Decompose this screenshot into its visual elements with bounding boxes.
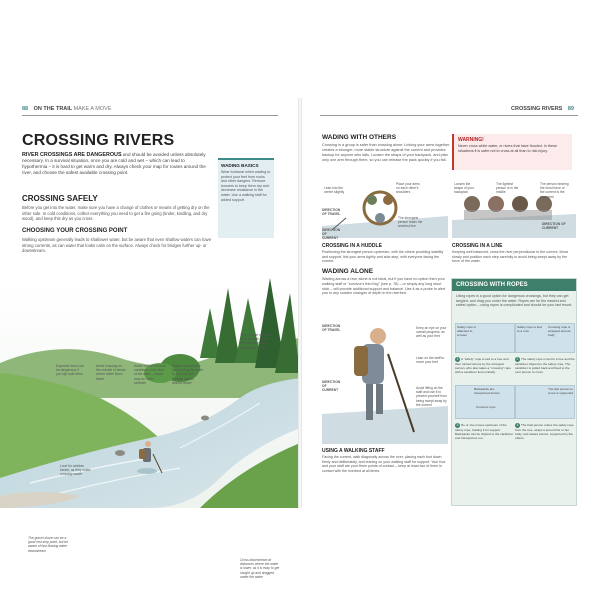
label-lean-centre: Lean into the centre slightly [324,186,345,195]
crossing-safely-text: Before you get into the water, make sure you have a change of clothes or means of getting dry on the other side. In cold conditions, collect everything you need to get a fire going (tinder, kindling, and dry wood), and keep this dry as you cross. [22,205,210,222]
river-illustration [0,278,300,508]
running-head-right [511,106,578,112]
crossing-ropes-panel [451,278,577,506]
page-number-right: 89 [567,106,574,112]
section-name: ON THE TRAIL [33,106,73,112]
line-heading: CROSSING IN A LINE [452,243,503,249]
header-rule [22,115,278,116]
warning-box [452,134,572,170]
label-strongest: The strongest person leads the shortest line [398,216,423,229]
warning-title: WARNING! [458,137,484,143]
left-page [0,98,300,579]
right-page [300,98,600,508]
rope-panel-label-1: Safety rope is attached to crosser [457,325,476,337]
book-gutter [298,98,302,508]
huddle-heading: CROSSING IN A HUDDLE [322,243,382,249]
wading-basics-title: WADING BASICS [221,163,259,168]
header-rule-right [320,115,578,116]
callout-flow-variations: Watch out for unusual variations in the flow of the water – these may be rocks beneath [134,364,167,385]
rope-panel-label-6: The last person to cross is supported [548,387,574,395]
label-direction-current-huddle: DIRECTION OF CURRENT [322,228,341,241]
crossing-point-text: Walking upstream generally leads to shallower water, but be aware that even shallow waters can have strong currents, as can water that looks calm on the surface. Always check for bridges further up- or downstream. [22,237,212,254]
label-arms-shoulders: Place your arms on each other's shoulders [396,182,420,195]
wading-basics-text: Wear footwear when wading to protect your feet from rocks and other dangers. Remove trousers to keep them dry and decrease resistance in the water. Use a walking staff for added support. [221,170,271,202]
rope-step-2: 2 The safety rope is tied to a tree and the carabiner clipped to the safety rope. The carabiner is pulled back and fixed to the next person to cross. [515,357,575,374]
label-direction-travel-alone: DIRECTION OF TRAVEL [322,324,341,333]
callout-assess-water: Always assess how fast moving the water is, and use your walking staff to assess depth [172,364,204,385]
ropes-text: Using ropes is a good option for dangerous crossings, but they can get tangled, and drag you under the water. Ropes are for the easiest and safest option – using ropes is complicated and should be your last resort. [456,294,573,308]
rope-panel-label-2: Safety rope is tied to a rock [517,325,542,333]
rope-panel-label-4: Crossers rope [476,405,496,409]
wading-others-text: Crossing in a group is safer than crossing alone. Linking your arms together creates a stronger, more stable structure against the current and provides backup for anyone who falls. Loosen the straps of your backpack, and plan only one arm through them, so you can release the pack quickly if you fall. [322,143,450,162]
wading-others-heading: WADING WITH OTHERS [322,134,397,141]
lead-paragraph [22,152,207,176]
callout-cross-downstream: Cross downstream at distances where the water is lower, as it is easy to get caught up and dragged under the water [240,558,280,579]
crossing-safely-heading: CROSSING SAFELY [22,194,98,203]
line-text: Keeping well balanced, cross the river perpendicular to the current. Move slowly and position each step carefully to avoid being swept away by the force of the water. [452,250,569,264]
ropes-heading: CROSSING WITH ROPES [452,279,576,291]
callout-trees-shelter: Trees on the opposite bank provide shelter from the wind after wading the water [240,333,272,350]
label-direction-travel-huddle: DIRECTION OF TRAVEL [322,208,341,217]
label-direction-current-alone: DIRECTION OF CURRENT [322,380,341,393]
page-title: CROSSING RIVERS [22,132,175,149]
rope-step-1: 1 A "safety" rope is tied to a tree and then carried across by the strongest person, who also takes a "crossing" rope with a carabiner tied centrally. [455,357,511,374]
walking-staff-text: Facing the current, walk diagonally across the river, placing each foot down firmly and deliberately, and leaning on your walking staff for support. Your foot and your staff are your three points of contact – keep at least two of them in contact with the riverbed at all times. [322,455,446,473]
label-progress: Keep an eye on your overall progress, as well as your feet [416,326,447,339]
rope-panel-label-3: Crossing rope is wrapped around body [548,325,571,337]
label-loosen-straps: Loosen the straps of your backpack [454,182,474,195]
callout-outside-bends: Avoid crossing on the outside of bends where water flows faster [96,364,126,381]
crossing-point-heading: CHOOSING YOUR CROSSING POINT [22,228,128,234]
huddle-text: Positioning the strongest person upstream, with the others providing stability and support, link your arms tightly and side-step, with everyone facing the current. [322,250,444,264]
callout-shallow-bends: Look for shallow bends, as they make crossing easier [60,464,91,477]
page-number-left: 88 [22,106,29,112]
label-lean-staff: Lean on the staff to move your feet [416,356,445,365]
wading-alone-text: Wading across a river alone is not ideal, but if you have no option then your walking staff or "survivor's third leg" (see p. 78) – or simply any long stout stick – will provide additional support and balance. Use it as a probe to alert you to any sudden changes of depth in the riverbed. [322,277,446,296]
lead-text: and should be avoided unless absolutely necessary. In a survival situation, once you are cold and wet – which can lead to hypothermia – it is hard to get warm and dry. Always check your map for routes around the river, and choose the safest available crossing point. [22,152,206,175]
rope-panel-label-5: Backpacks are transported across [474,387,500,395]
warning-text: Never cross white water, or rivers that have flooded. In these situations it is safer not to cross at all than to risk injury. [458,144,557,153]
section-sub: MAKE A MOVE [73,106,112,112]
callout-exposed-rocks: Exposed rocks can be dangerous if you slip onto them [56,364,84,377]
wading-basics-box [218,158,274,238]
wading-alone-heading: WADING ALONE [322,268,374,275]
label-direction-current-line: DIRECTION OF CURRENT [542,222,566,231]
section-name-right: CROSSING RIVERS [511,106,563,112]
rope-step-4: 4 The final person unties the safety rope from the tree, wraps it around his or her body, and wades across, supported by the others. [515,423,574,440]
rope-step-3: 3 He or she moves upstream of the safety rope, holding it for support. Backpacks can be clipped to the carabiner and transported, too. [455,423,514,440]
running-head-left [22,106,112,112]
callout-gravel-shore: The gravel shore can be a good rest stop point, but be aware of fast-flowing water downstream [28,536,68,553]
label-line-strongest: The person bearing the most force of the current is the strongest [540,182,569,199]
label-staff-current: Avoid lifting on the staff and use it to prevent yourself from being swept away by the current [416,386,447,407]
label-lightest: The lightest person is in the middle [496,182,519,195]
walking-staff-heading: USING A WALKING STAFF [322,448,385,454]
lead-bold: RIVER CROSSINGS ARE DANGEROUS [22,152,122,158]
